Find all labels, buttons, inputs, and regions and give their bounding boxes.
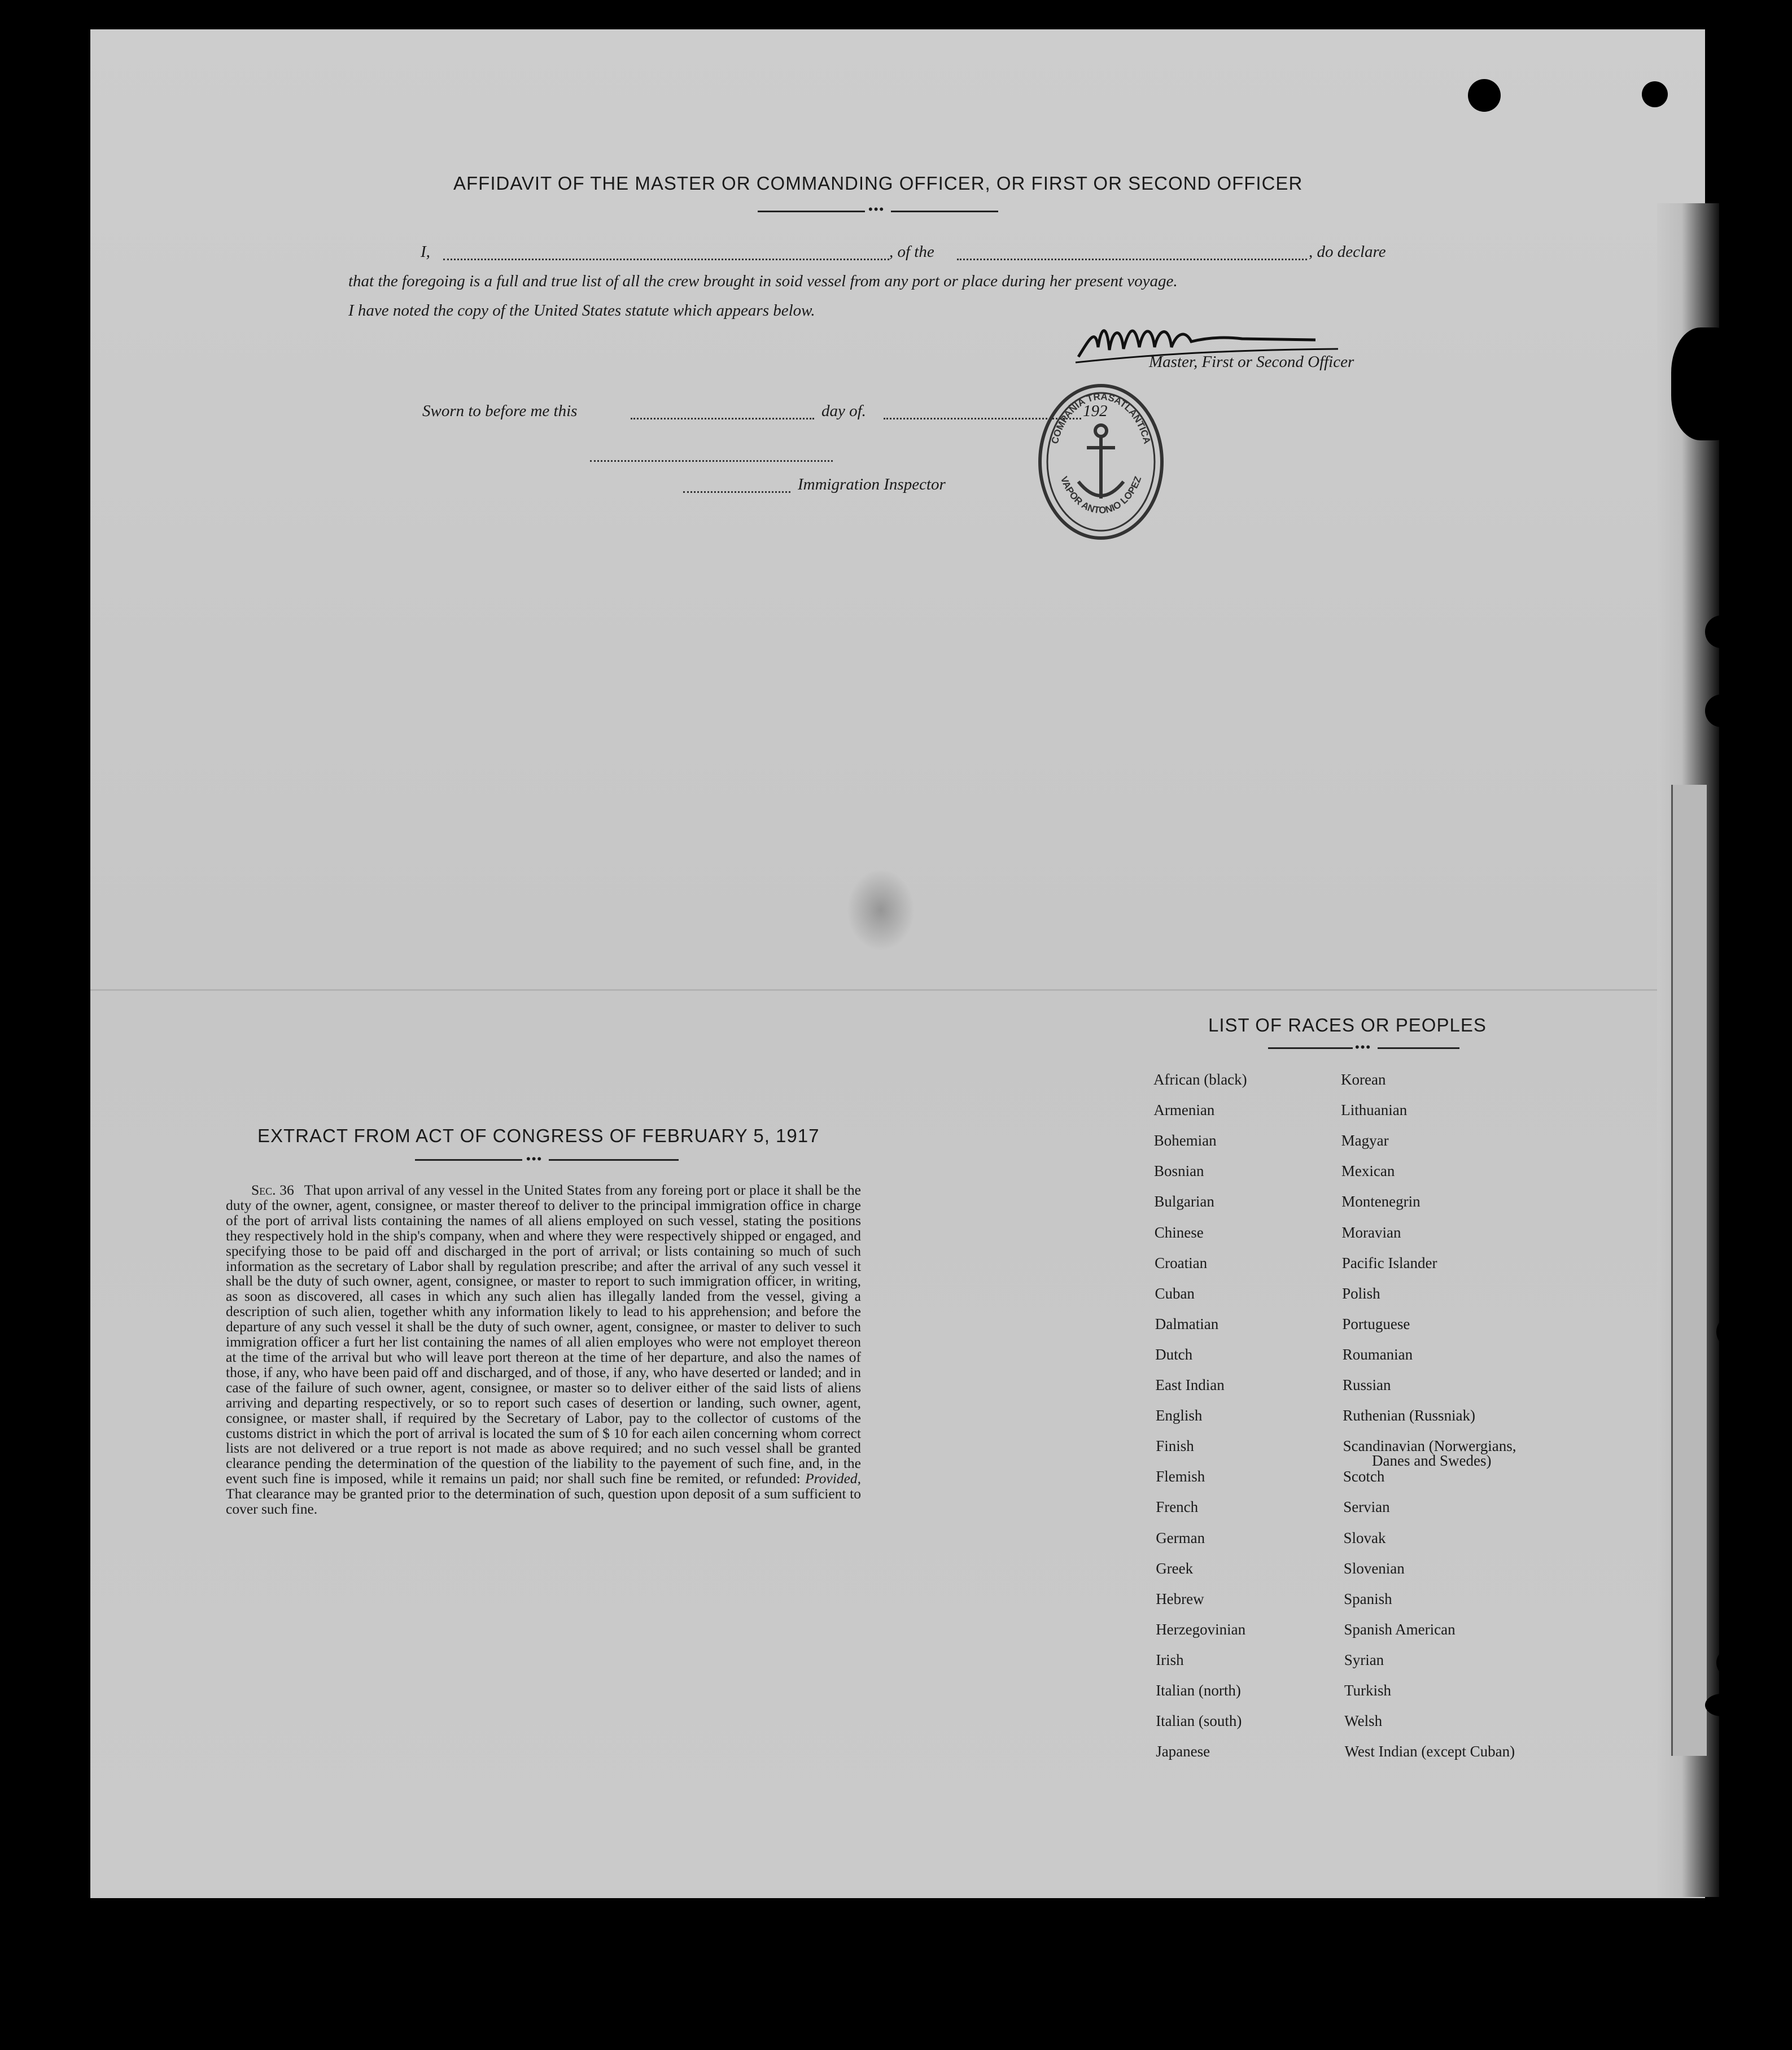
race-item: Polish [1342,1284,1380,1302]
race-item: Montenegrin [1341,1193,1421,1210]
fold-line [90,989,1705,991]
inspector-caption: Immigration Inspector [798,475,946,493]
race-item: French [1156,1498,1199,1516]
document-page [90,29,1705,1898]
stamp-text-top: COMPAÑIA TRASATLANTICA [1049,391,1153,445]
ship-stamp [1033,377,1169,541]
stamp-text-bottom: VAPOR ANTONIO LOPEZ [1058,475,1144,516]
race-item: Scotch [1343,1468,1385,1485]
title-rule-dots: ••• [868,202,885,216]
race-item: Scandinavian (Norwergians, [1343,1437,1516,1455]
title-rule-right [891,211,998,212]
punch-hole [1705,694,1738,727]
race-item: African (black) [1153,1071,1247,1088]
race-item: Korean [1341,1071,1386,1088]
torn-edge-inner [1671,785,1707,1756]
race-item: Dutch [1155,1345,1193,1363]
race-item: Lithuanian [1341,1102,1408,1119]
race-item: Finish [1156,1437,1194,1455]
extract-rule-left [415,1159,522,1161]
race-item: Mexican [1341,1162,1395,1180]
statute-body-1: That upon arrival of any vessel in the United States from any foreing port or place it shall be the duty of the owner, agent, consignee, or master thereof to deliver to the principal immigration office in charge of the port of arrival lists containing the names of all aliens employed on such vessel, stating the positions they respectively hold in the ship's company, when and where they were respectively shipped or engaged, and specifying those to be paid off and discharged in the port of arrival; or lists containing so much of such information as the secretary of Labor shall by regulation prescribe; and after the arrival of any such vessel it shall be the duty of such owner, agent, consignee, or master to report to such immigration officer, in writing, as soon as discovered, all cases in which any such alien has illegally landed from the vessel, giving a description of such alien, together whith any information likely to lead to his apprehension; and before the departure of any such vessel it shall be the duty of such owner, agent, consignee, or master to deliver to such immigration officer a furt her list containing the names of all alien employes who were not employet thereon at the time of the arrival but who will leave port thereon at the time of her departure, and also the names of those, if any, who have been paid off and discharged, and of those, if any, who have deserted or landed; and in case of the failure of such owner, agent, consignee, or master so to deliver either of the said lists of aliens arriving and departing respectively, or so to report such cases of desertion or landing, such owner, agent, consignee, or master shall, if required by the Secretary of Labor, pay to the collector of customs of the customs district in which the port of arrival is located the sum of $ 10 for each ailen concerning whom correct lists are not delivered or a true report is not made as above required; and no such vessel shall be granted clearance pending the determination of the question of the liability to the payement of such fine, and, in the event such fine is imposed, while it remains un paid; nor shall such fine be remited, or refunded: [226,1182,861,1487]
extract-rule-dots: ••• [526,1152,543,1166]
race-item: Spanish American [1344,1620,1456,1638]
race-item: West Indian (except Cuban) [1344,1743,1515,1760]
signature-caption: Master, First or Second Officer [1149,353,1354,371]
name-blank[interactable] [443,259,889,260]
section-label: Sec. 36 [251,1182,294,1198]
race-item: Croatian [1155,1254,1208,1271]
inspector-blank-2[interactable] [683,491,790,493]
statute-body-2: That clearance may be granted prior to the determination of such, question upon deposit of a sum sufficient to cover such fine. [226,1485,861,1518]
race-item: English [1155,1407,1203,1424]
race-item-continuation: Danes and Swedes) [1372,1452,1492,1469]
race-item: Herzegovinian [1156,1620,1246,1638]
race-item: German [1156,1529,1205,1546]
punch-hole [1716,1315,1749,1348]
extract-title: EXTRACT FROM ACT OF CONGRESS OF FEBRUARY 5, 1917 [257,1125,820,1146]
race-item: Irish [1156,1651,1184,1668]
race-item: Portuguese [1342,1315,1410,1332]
races-rule-right [1378,1047,1459,1049]
affidavit-of-the: , of the [889,243,934,261]
race-item: East Indian [1155,1376,1225,1393]
race-item: Bosnian [1154,1162,1204,1180]
races-title: LIST OF RACES OR PEOPLES [1208,1015,1487,1035]
race-item: Pacific Islander [1341,1254,1437,1271]
race-item: Syrian [1344,1651,1384,1668]
race-item: Flemish [1156,1468,1205,1485]
race-item: Servian [1343,1498,1390,1516]
race-item: Turkish [1344,1682,1392,1699]
race-item: Hebrew [1156,1590,1204,1607]
race-item: Greek [1156,1559,1194,1577]
affidavit-i: I, [421,243,430,261]
inspector-blank-1[interactable] [590,460,833,462]
race-item: Welsh [1344,1712,1383,1730]
races-rule-left [1268,1047,1353,1049]
race-item: Italian (north) [1156,1682,1241,1699]
race-item: Slovak [1343,1529,1386,1546]
race-item: Japanese [1156,1743,1210,1760]
race-item: Russian [1343,1376,1391,1393]
races-rule-dots: ••• [1355,1040,1372,1054]
sworn-day-blank[interactable] [631,418,814,419]
race-item: Bohemian [1153,1132,1217,1149]
punch-hole [1671,327,1745,440]
race-item: Dalmatian [1155,1315,1219,1332]
punch-hole [1705,615,1738,648]
title-rule-left [758,211,865,212]
race-item: Italian (south) [1156,1712,1242,1730]
affidavit-line3: I have noted the copy of the United States statute which appears below. [348,301,815,320]
vessel-blank[interactable] [957,259,1307,260]
statute-provided: Provided, [805,1470,862,1487]
sworn-day-of: day of. [821,402,866,420]
affidavit-line2: that the foregoing is a full and true list of all the crew brought in soid vessel from any port or place during her present voyage. [348,272,1178,290]
race-item: Moravian [1341,1223,1401,1241]
punch-hole [1716,1649,1745,1677]
punch-hole [1468,79,1501,112]
race-item: Magyar [1341,1132,1389,1149]
statute-text [226,1183,861,1517]
race-item: Slovenian [1343,1559,1405,1577]
sworn-year: 192 [1083,402,1108,420]
race-item: Cuban [1155,1284,1195,1302]
anchor-icon [1078,425,1124,499]
race-item: Roumanian [1342,1345,1413,1363]
affidavit-title: AFFIDAVIT OF THE MASTER OR COMMANDING OFFICER, OR FIRST OR SECOND OFFICER [453,173,1303,194]
punch-hole [1705,1694,1739,1716]
punch-hole [1642,81,1668,107]
race-item: Spanish [1344,1590,1392,1607]
race-item: Bulgarian [1154,1193,1214,1210]
affidavit-declare: , do declare [1309,243,1386,261]
extract-rule-right [549,1159,679,1161]
sworn-prefix: Sworn to before me this [422,402,578,420]
race-item: Ruthenian (Russniak) [1343,1407,1476,1424]
race-item: Armenian [1153,1102,1215,1119]
race-item: Chinese [1154,1223,1204,1241]
